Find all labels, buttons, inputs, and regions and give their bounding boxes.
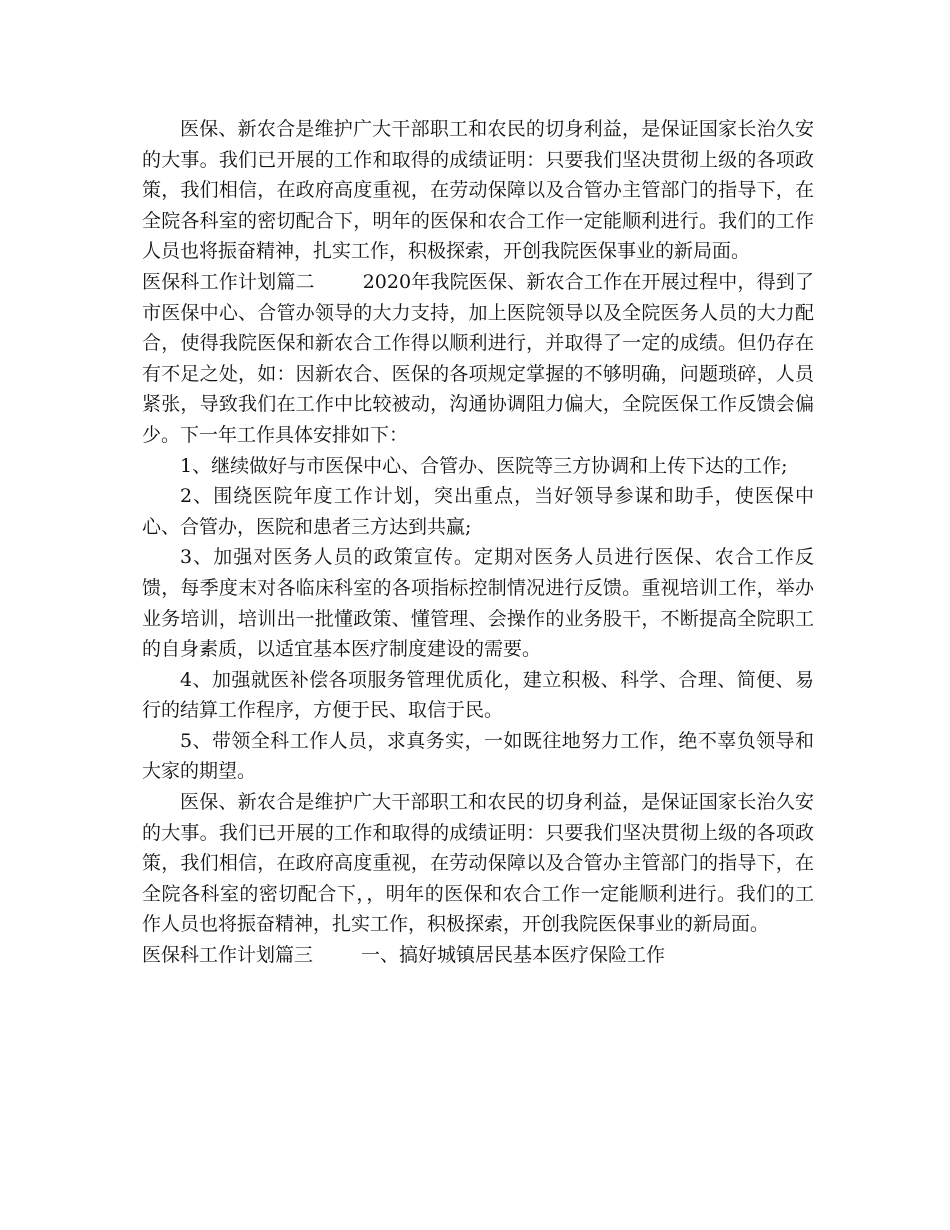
list-item-4: 4、加强就医补偿各项服务管理优质化，建立积极、科学、合理、简便、易行的结算工作程序，方便于民、取信于民。 [142,668,814,722]
document-page [142,114,814,971]
paragraph-closing-1: 医保、新农合是维护广大干部职工和农民的切身利益，是保证国家长治久安的大事。我们已开展的工作和取得的成绩证明：只要我们坚决贯彻上级的各项政策，我们相信，在政府高度重视，在劳动保障以及合管办主管部门的指导下，在全院各科室的密切配合下，明年的医保和农合工作一定能顺利进行。我们的工作人员也将振奋精神，扎实工作，积极探索，开创我院医保事业的新局面。 [142,118,814,263]
section-heading-three: 医保科工作计划篇三 [142,944,314,967]
section-heading-two: 医保科工作计划篇二 [142,270,315,293]
section-three-paragraph [142,940,814,971]
section-two-intro: 2020年我院医保、新农合工作在开展过程中，得到了市医保中心、合管办领导的大力支持，加上医院领导以及全院医务人员的大力配合，使得我院医保和新农合工作得以顺利进行，并取得了一定的成绩。但仍存在有不足之处，如：因新农合、医保的各项规定掌握的不够明确，问题琐碎，人员紧张，导致我们在工作中比较被动，沟通协调阻力偏大，全院医保工作反馈会偏少。下一年工作具体安排如下： [142,270,814,446]
section-three-item-1: 一、搞好城镇居民基本医疗保险工作 [361,944,666,967]
section-two-paragraph [142,267,814,451]
list-item-3: 3、加强对医务人员的政策宣传。定期对医务人员进行医保、农合工作反馈，每季度末对各临床科室的各项指标控制情况进行反馈。重视培训工作，举办业务培训，培训出一批懂政策、懂管理、会操作的业务股干，不断提高全院职工的自身素质，以适宜基本医疗制度建设的需要。 [142,546,814,661]
list-item-2: 2、围绕医院年度工作计划，突出重点，当好领导参谋和助手，使医保中心、合管办，医院和患者三方达到共赢; [142,485,814,538]
list-item-5: 5、带领全科工作人员，求真务实，一如既往地努力工作，绝不辜负领导和大家的期望。 [142,729,814,783]
list-item-1: 1、继续做好与市医保中心、合管办、医院等三方协调和上传下达的工作; [180,454,788,477]
paragraph-closing-2: 医保、新农合是维护广大干部职工和农民的切身利益，是保证国家长治久安的大事。我们已开展的工作和取得的成绩证明：只要我们坚决贯彻上级的各项政策，我们相信，在政府高度重视，在劳动保障以及合管办主管部门的指导下，在全院各科室的密切配合下，，明年的医保和农合工作一定能顺利进行。我们的工作人员也将振奋精神，扎实工作，积极探索，开创我院医保事业的新局面。 [142,791,814,936]
